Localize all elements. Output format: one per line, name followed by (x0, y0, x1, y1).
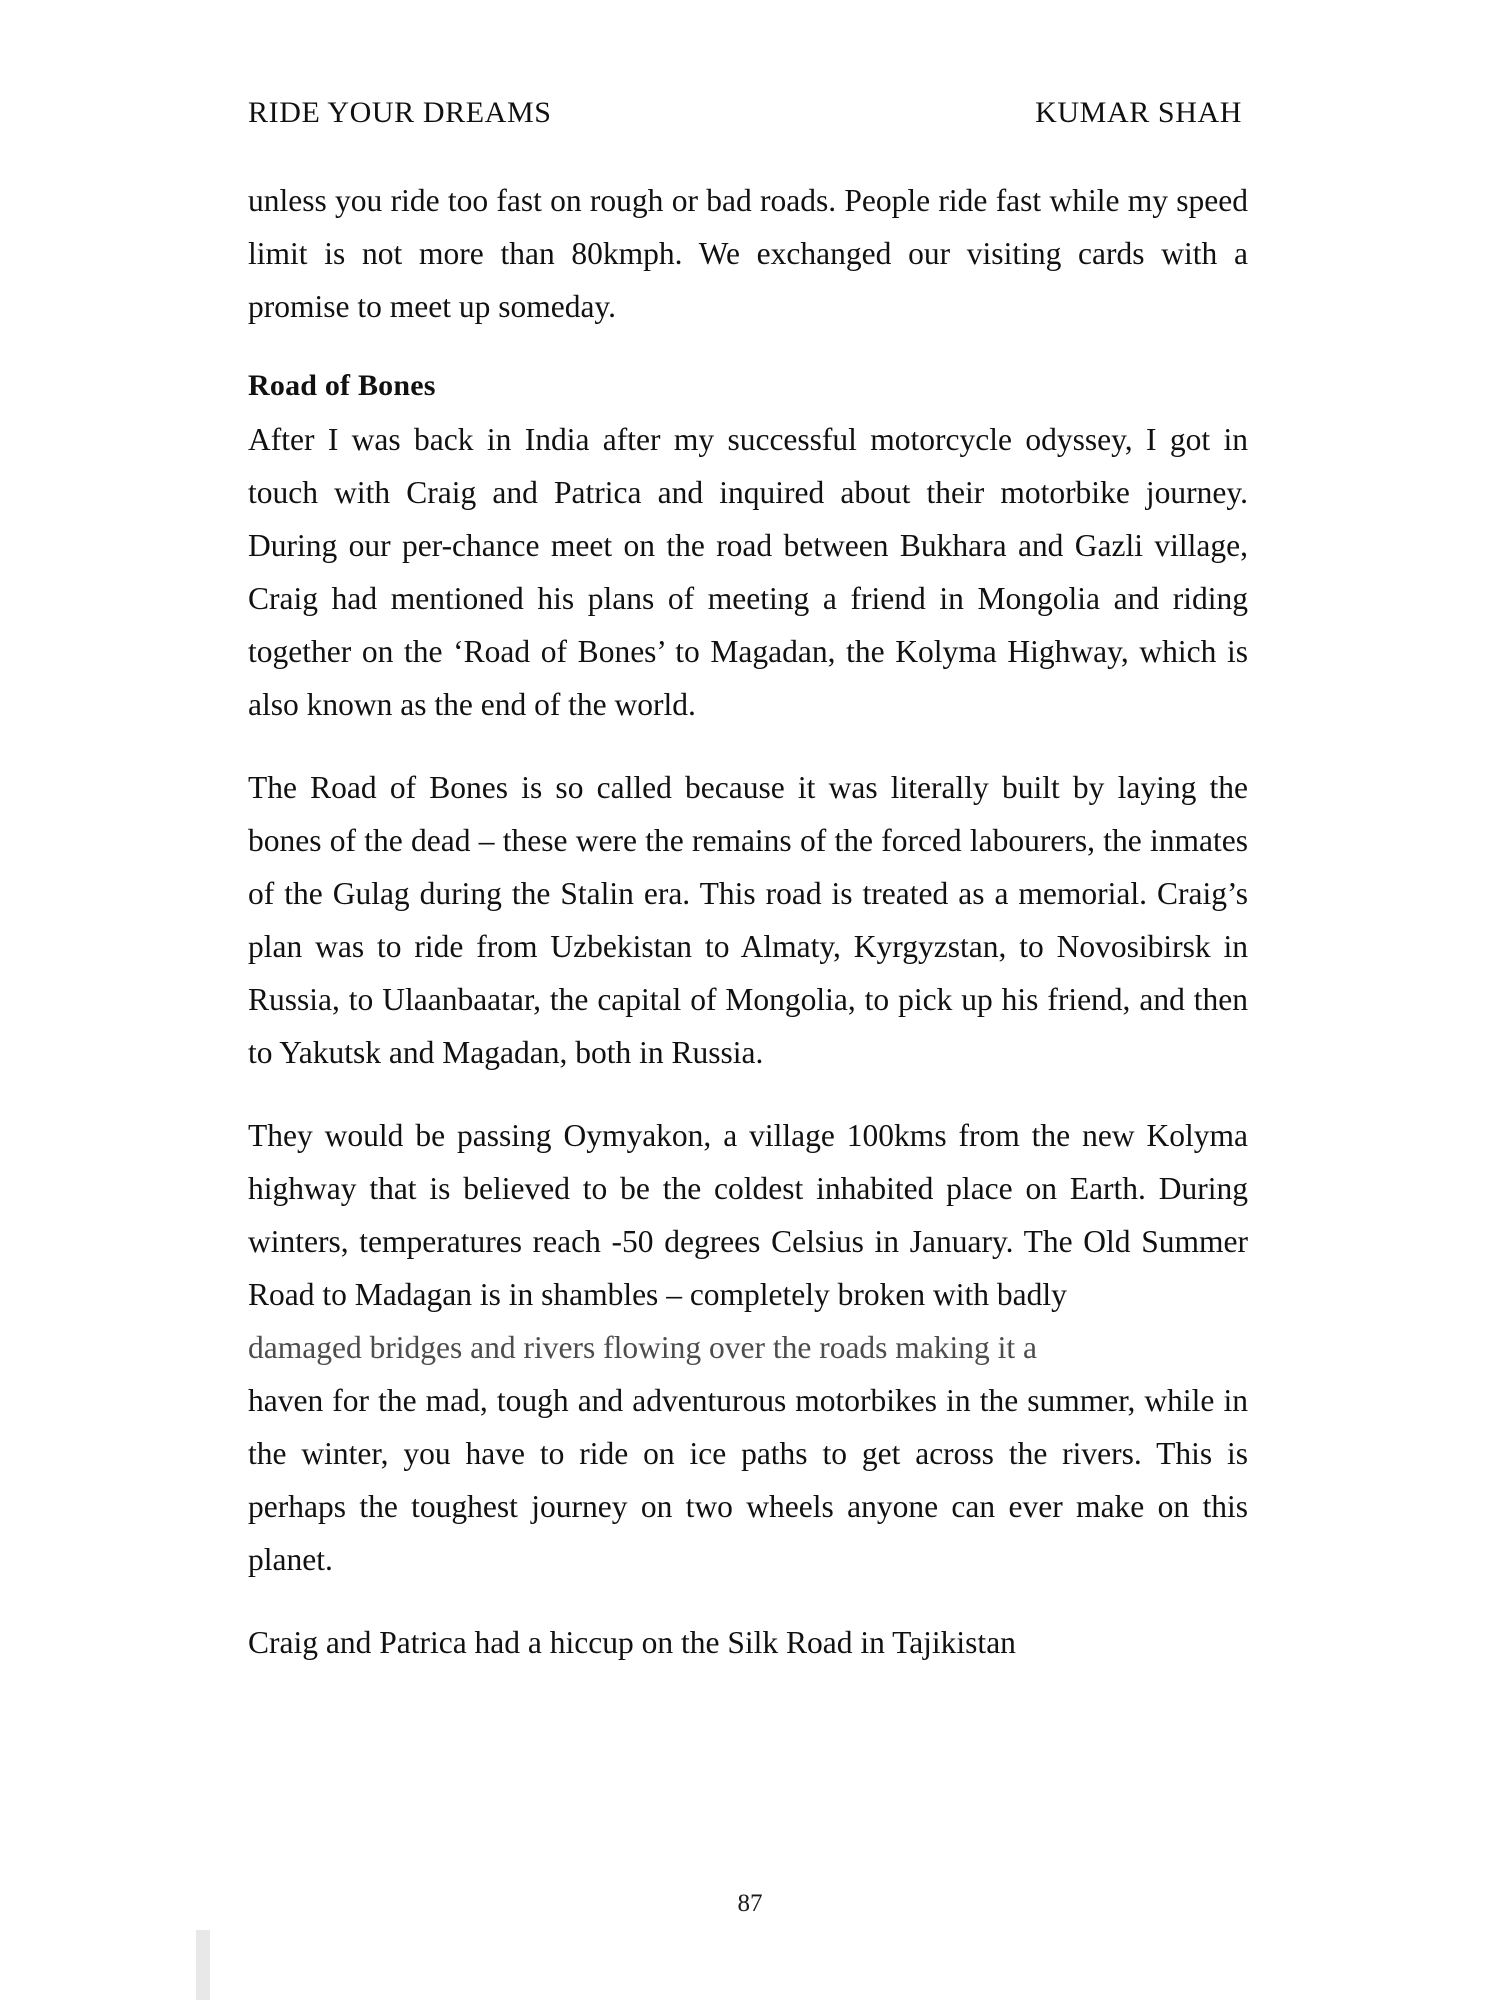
page-number: 87 (737, 1890, 763, 1917)
paragraph-carryover: unless you ride too fast on rough or bad roads. People ride fast while my speed limit is not more than 80kmph. We exchanged our visiting cards with a promise to meet up someday. (248, 183, 1248, 324)
paragraph-3-part-a: They would be passing Oymyakon, a village 100kms from the new Kolyma highway that is believed to be the coldest inhabited place on Earth. During winters, temperatures reach -50 degrees Celsius in January. The Old Summer Road to Madagan is in shambles – completely broken with badly (248, 1118, 1248, 1312)
paragraph-1: After I was back in India after my successful motorcycle odyssey, I got in touch with Craig and Patrica and inquired about their motorbike journey. During our per-chance meet on the road between Bukhara and Gazli village, Craig had mentioned his plans of meeting a friend in Mongolia and riding together on the ‘Road of Bones’ to Magadan, the Kolyma Highway, which is also known as the end of the world. (248, 422, 1248, 722)
paragraph-3-faded-line: damaged bridges and rivers flowing over the roads making it a (248, 1330, 1038, 1365)
paragraph-2: The Road of Bones is so called because it was literally built by laying the bones of the dead – these were the remains of the forced labourers, the inmates of the Gulag during the Stalin era. This road is treated as a memorial. Craig’s plan was to ride from Uzbekistan to Almaty, Kyrgyzstan, to Novosibirsk in Russia, to Ulaanbaatar, the capital of Mongolia, to pick up his friend, and then to Yakutsk and Magadan, both in Russia. (248, 770, 1248, 1070)
paragraph-3-part-b: haven for the mad, tough and adventurous motorbikes in the summer, while in the winter, you have to ride on ice paths to get across the rivers. This is perhaps the toughest journey on two wheels anyone can ever make on this planet. (248, 1383, 1248, 1577)
section-heading-road-of-bones: Road of Bones (248, 369, 436, 402)
running-head-author: KUMAR SHAH (1035, 96, 1242, 129)
page-content (248, 96, 1248, 1699)
running-head (248, 96, 1248, 130)
running-head-book-title: RIDE YOUR DREAMS (248, 96, 552, 129)
paragraph-4: Craig and Patrica had a hiccup on the Silk Road in Tajikistan (248, 1625, 1016, 1660)
scan-edge-artifact (196, 1930, 210, 2000)
